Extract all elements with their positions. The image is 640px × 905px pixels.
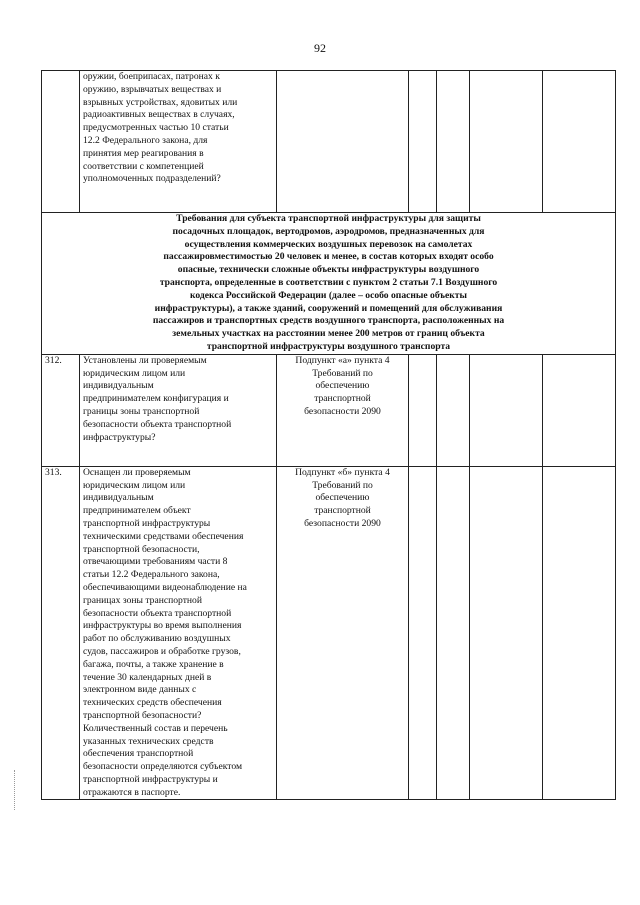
table-row — [42, 466, 616, 800]
section-heading-line: кодекса Российской Федерации (далее – особо опасные объекты — [190, 289, 467, 301]
reference-cell — [277, 354, 409, 466]
question-cell — [80, 466, 277, 800]
section-heading — [42, 213, 616, 355]
answer-no-cell — [437, 466, 470, 800]
section-heading-line: транспорта, определенные в соответствии с пунктом 2 статьи 7.1 Воздушного — [159, 276, 498, 288]
question-cell — [80, 354, 277, 466]
not-applicable-cell — [470, 71, 543, 213]
question-line: предусмотренных частью 10 статьи — [83, 122, 229, 134]
section-heading-line: инфраструктуры), а также зданий, сооружений и помещений для обслуживания — [154, 302, 503, 314]
answer-no-cell — [437, 354, 470, 466]
row-number-cell — [42, 71, 80, 213]
reference-text: Подпункт «а» пункта 4 Требований по обеспечению транспортной безопасности 2090 — [295, 354, 390, 417]
section-heading-line: пассажиров и транспортных средств воздушного транспорта, расположенных на — [152, 315, 505, 327]
section-heading-line: транспортной инфраструктуры воздушного транспорта — [206, 340, 451, 352]
section-heading-row — [42, 213, 616, 355]
answer-no-cell — [437, 71, 470, 213]
section-heading-line: осуществления коммерческих воздушных перевозок на самолетах — [184, 238, 473, 250]
question-line: оружии, боеприпасах, патронах к — [83, 71, 220, 82]
not-applicable-cell — [470, 466, 543, 800]
section-heading-line: посадочных площадок, вертодромов, аэродромов, предназначенных для — [172, 225, 485, 237]
answer-yes-cell — [409, 354, 437, 466]
note-cell — [543, 466, 616, 800]
question-line: принятия мер реагирования в — [83, 147, 204, 159]
question-line: оружию, взрывчатых веществах и — [83, 83, 222, 95]
question-text: Оснащен ли проверяемым юридическим лицом или индивидуальным предпринимателем объект транспортной инфраструктуры техническими средствами обеспечения транспортной безопасности, отвечающими требованиям части 8 статьи 12.2 Федерального закона, обеспечивающими видеонаблюдение на границах зоны транспортной безопасности объекта транспортной инфраструктуры во время выполнения работ по обслуживанию воздушных судов, пассажиров и обработке грузов, багажа, почты, а также хранение в течение 30 календарных дней в электронном виде данных с технических средств обеспечения транспортной безопасности? Количественный состав и перечень указанных технических средств обеспечения транспортной безопасности определяются субъектом транспортной инфраструктуры и отражаются в паспорте. — [83, 466, 247, 798]
question-line: соответствии с компетенцией — [83, 160, 204, 172]
answer-yes-cell — [409, 466, 437, 800]
page-number: 92 — [314, 41, 326, 55]
reference-text: Подпункт «б» пункта 4 Требований по обеспечению транспортной безопасности 2090 — [295, 466, 390, 529]
table-row — [42, 354, 616, 466]
question-line: взрывных устройствах, ядовитых или — [83, 96, 238, 108]
question-line: 12.2 Федерального закона, для — [83, 134, 208, 146]
note-cell — [543, 71, 616, 213]
not-applicable-cell — [470, 354, 543, 466]
scan-margin-mark — [14, 770, 17, 810]
row-number: 312. — [42, 354, 80, 466]
table-row — [42, 71, 616, 213]
section-heading-line: Требования для субъекта транспортной инфраструктуры для защиты — [176, 213, 481, 224]
question-line: радиоактивных веществах в случаях, — [83, 109, 235, 121]
section-heading-line: земельных участках на расстоянии менее 200 метров от границ объекта — [172, 328, 485, 340]
reference-cell — [277, 466, 409, 800]
section-heading-line: пассажировместимостью 20 человек и менее, в состав которых входят особо — [163, 251, 494, 263]
question-cell — [80, 71, 277, 213]
row-number: 313. — [42, 466, 80, 800]
question-line: уполномоченных подразделений? — [83, 173, 221, 185]
question-text: Установлены ли проверяемым юридическим лицом или индивидуальным предпринимателем конфигурация и границы зоны транспортной безопасности объекта транспортной инфраструктуры? — [83, 354, 232, 443]
requirements-table — [41, 70, 616, 800]
section-heading-line: опасные, технически сложные объекты инфраструктуры воздушного — [177, 264, 480, 276]
answer-yes-cell — [409, 71, 437, 213]
note-cell — [543, 354, 616, 466]
reference-cell — [277, 71, 409, 213]
